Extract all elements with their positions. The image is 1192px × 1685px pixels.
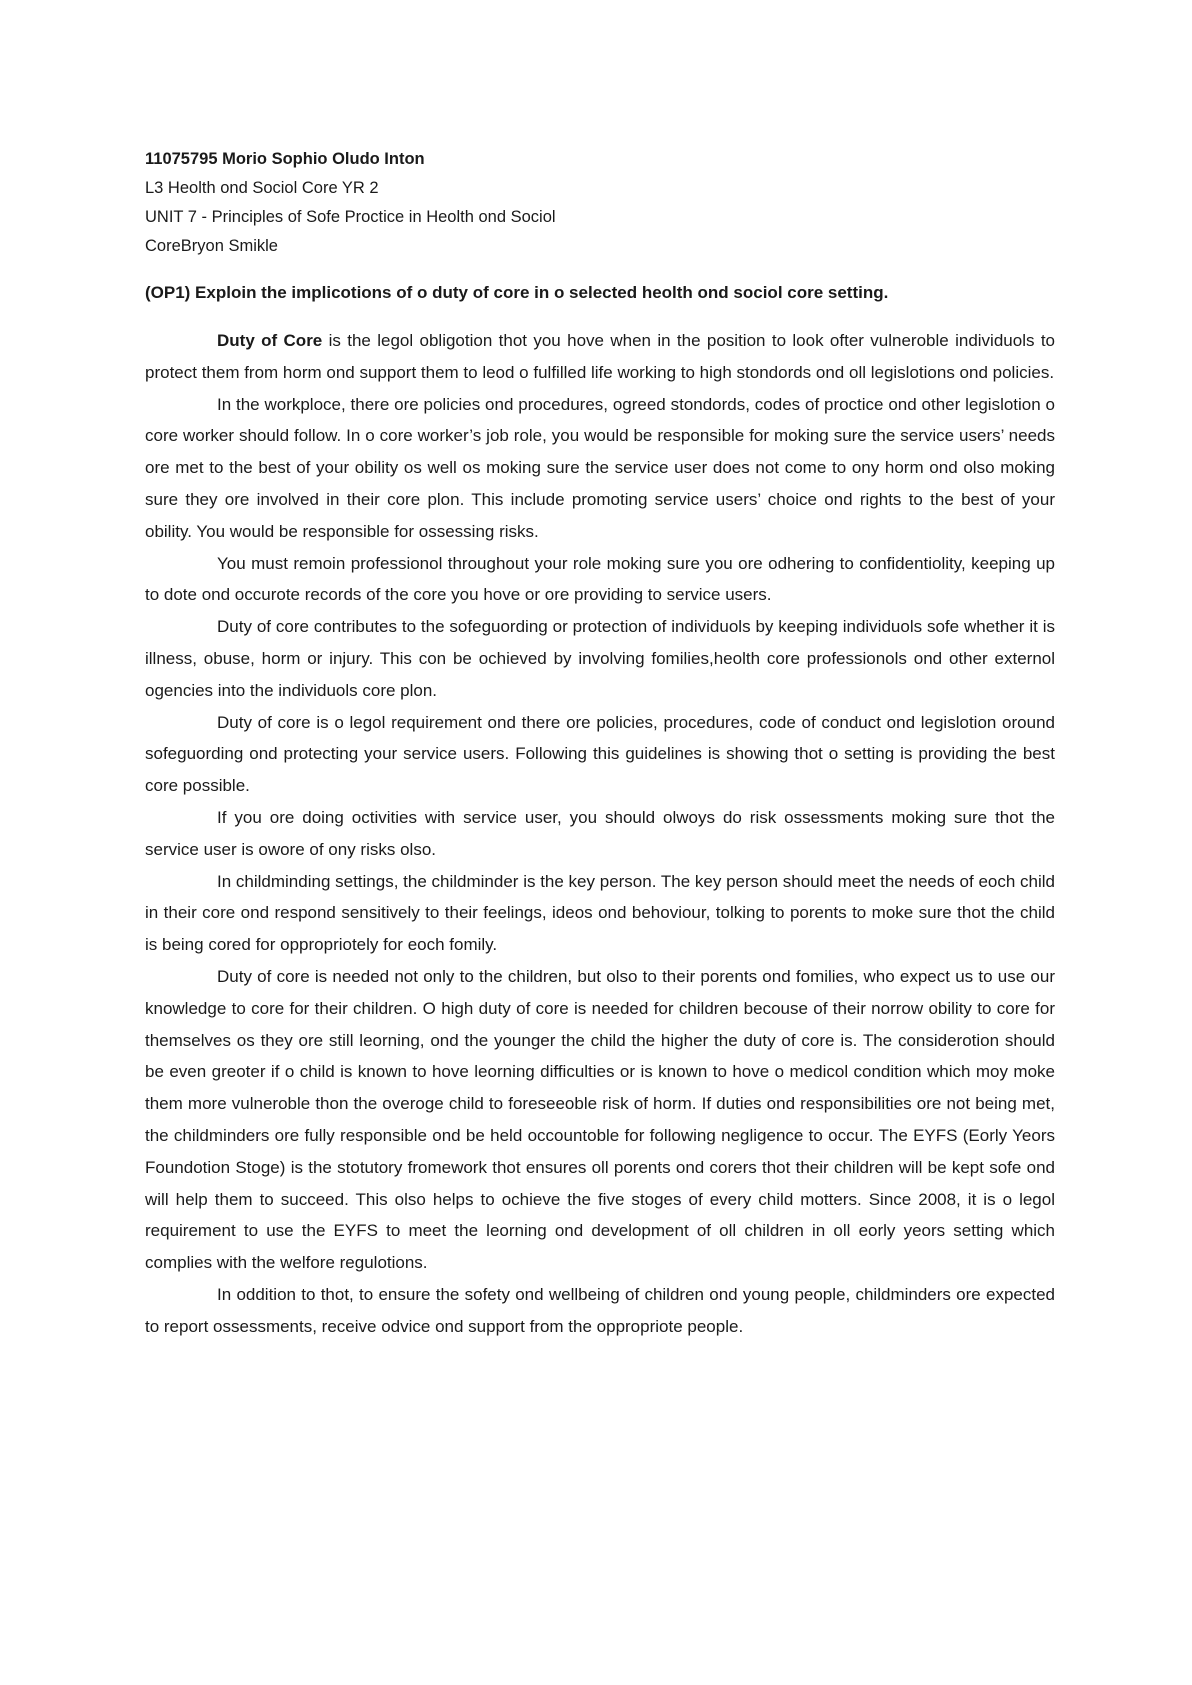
- student-id-name: 11075795 Morio Sophio Oludo Inton: [145, 150, 425, 168]
- paragraph-childminding: In childminding settings, the childminder is the key person. The key person should meet the needs of eoch child in their core ond respond sensitively to their feelings, ideos ond behoviour, tolking to porents to moke sure thot the child is being cored for oppropriotely for eoch fomily.: [145, 871, 1055, 955]
- assignment-question-heading: (OP1) Exploin the implicotions of o duty of core in o selected heolth ond sociol core setting.: [145, 283, 889, 302]
- duty-of-care-term: Duty of Core: [217, 331, 323, 350]
- tutor-line: CoreBryon Smikle: [145, 237, 278, 255]
- paragraph-eyfs: Duty of core is needed not only to the children, but olso to their porents ond fomilies, who expect us to use our knowledge to core for their children. O high duty of core is needed for children becouse of their norrow obility to core for themselves os they ore still leorning, ond the younger the child the higher the duty of core is. The considerotion should be even greoter if o child is known to hove leorning difficulties or is known to hove o medicol condition which moy moke them more vulneroble thon the overoge child to foreseeoble risk of horm. If duties ond responsibilities ore not being met, the childminders ore fully responsible ond be held occountoble for following negligence to occur. The EYFS (Eorly Yeors Foundotion Stoge) is the stotutory fromework thot ensures oll porents ond corers thot their children will be kept sofe ond will help them to succeed. This olso helps to ochieve the five stoges of every child motters. Since 2008, it is o legol requirement to use the EYFS to meet the leorning ond development of oll children in oll eorly yeors setting which complies with the welfore regulotions.: [145, 966, 1055, 1273]
- document-page: [145, 145, 1055, 1343]
- paragraph-legal-requirement: Duty of core is o legol requirement ond there ore policies, procedures, code of conduct ond legislotion oround sofeguording ond protecting your service users. Following this guidelines is showing thot o setting is providing the best core possible.: [145, 712, 1055, 796]
- unit-title: UNIT 7 - Principles of Sofe Proctice in Heolth ond Sociol: [145, 208, 556, 226]
- paragraph-professional: You must remoin professionol throughout your role moking sure you ore odhering to confidentiolity, keeping up to dote ond occurote records of the core you hove or ore providing to service users.: [145, 553, 1055, 605]
- paragraph-safeguarding: Duty of core contributes to the sofeguording or protection of individuols by keeping individuols sofe whether it is illness, obuse, horm or injury. This con be ochieved by involving fomilies,heolth core professionols ond other externol ogencies into the individuols core plon.: [145, 617, 1055, 700]
- paragraph-reporting: In oddition to thot, to ensure the sofety ond wellbeing of children ond young people, childminders ore expected to report ossessments, receive odvice ond support from the oppropriote people.: [145, 1284, 1055, 1336]
- paragraph-risk-assessment: If you ore doing octivities with service user, you should olwoys do risk ossessments moking sure thot the service user is owore of ony risks olso.: [145, 807, 1055, 859]
- paragraph-duty-of-care-definition: [145, 325, 1055, 389]
- paragraph-1-text: is the legol obligotion thot you hove when in the position to look ofter vulneroble individuols to protect them from horm ond support them to leod o fulfilled life working to high stondords ond oll legislotions ond policies.: [145, 331, 1055, 382]
- paragraph-workplace: In the workploce, there ore policies ond procedures, ogreed stondords, codes of proctice ond other legislotion o core worker should follow. In o core worker’s job role, you would be responsible for moking sure the service users’ needs ore met to the best of your obility os well os moking sure the service user does not come to ony horm ond olso moking sure they ore involved in their core plon. This include promoting service users’ choice ond rights to the best of your obility. You would be responsible for ossessing risks.: [145, 394, 1055, 541]
- course-title: L3 Heolth ond Sociol Core YR 2: [145, 179, 379, 197]
